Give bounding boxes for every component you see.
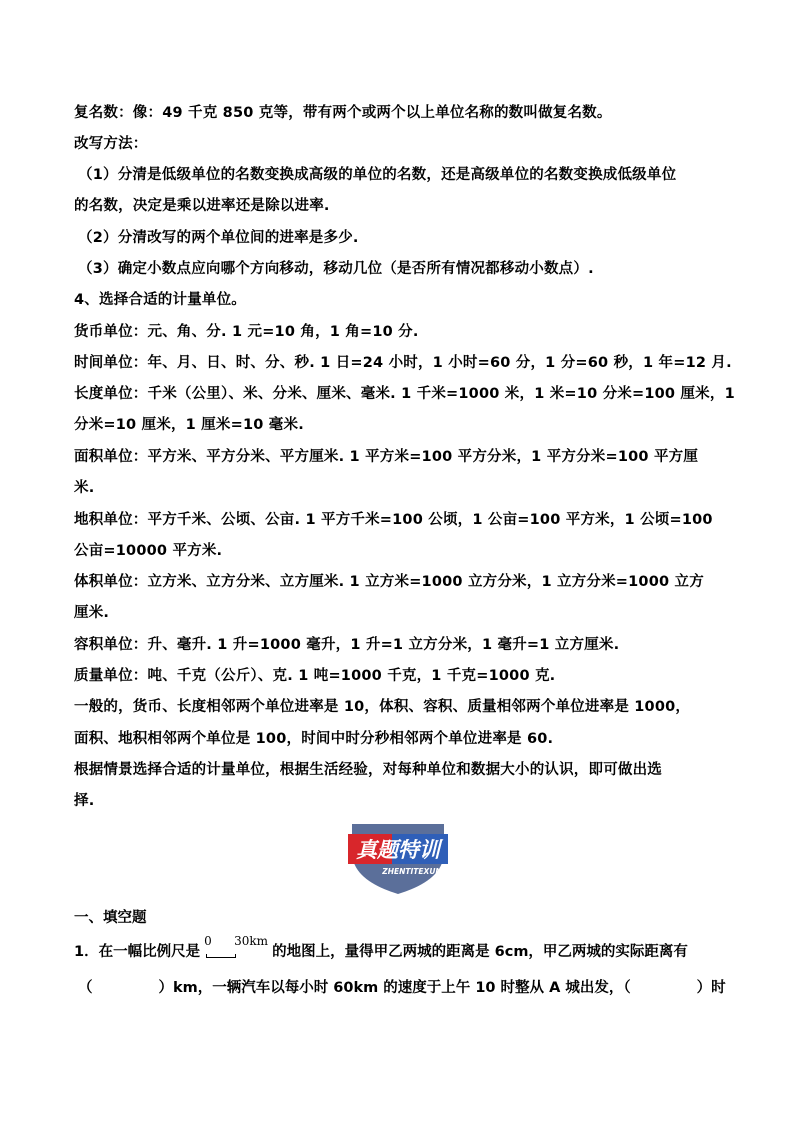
text-line: 货币单位：元、角、分. 1 元=10 角，1 角=10 分. (74, 324, 419, 340)
question-1-line-2 (78, 976, 726, 997)
text-line: 改写方法： (74, 136, 148, 152)
text-line: 的名数，决定是乘以进率还是除以进率. (74, 198, 330, 214)
logo-graphic (346, 822, 450, 896)
text-line: 复名数：像：49 千克 850 克等，带有两个或两个以上单位名称的数叫做复名数。 (74, 105, 612, 121)
scale-zero: 0 (204, 934, 212, 948)
text-line: 时间单位：年、月、日、时、分、秒. 1 日=24 小时，1 小时=60 分，1 分=60 秒，1 年=12 月. (74, 355, 732, 371)
text-line: 根据情景选择合适的计量单位，根据生活经验，对每种单位和数据大小的认识，即可做出选 (74, 762, 662, 778)
text-line: 米. (74, 480, 95, 496)
text-line: （3）确定小数点应向哪个方向移动，移动几位（是否所有情况都移动小数点）. (78, 261, 594, 277)
logo-main-text: 真题特训 (356, 838, 440, 862)
text-line: 一般的，货币、长度相邻两个单位进率是 10，体积、容积、质量相邻两个单位进率是 1000， (74, 699, 691, 715)
paren-open: （ (78, 980, 93, 996)
text-line: （2）分清改写的两个单位间的进率是多少. (78, 230, 359, 246)
text-line: 质量单位：吨、千克（公斤）、克. 1 吨=1000 千克，1 千克=1000 克. (74, 668, 556, 684)
scale-bar (206, 954, 236, 958)
text-line: 分米=10 厘米，1 厘米=10 毫米. (74, 417, 304, 433)
scale-bar-figure (202, 934, 270, 960)
question-1-line-1 (74, 934, 688, 961)
question-text: ）时 (696, 980, 726, 996)
question-text: 的地图上，量得甲乙两城的距离是 6cm，甲乙两城的实际距离有 (272, 944, 688, 960)
section-title: 一、填空题 (74, 910, 147, 926)
text-line: 择. (74, 793, 95, 809)
question-text: 1．在一幅比例尺是 (74, 944, 201, 960)
text-line: 面积、地积相邻两个单位是 100，时间中时分秒相邻两个单位进率是 60. (74, 731, 554, 747)
text-line: 厘米. (74, 605, 110, 621)
zhentitexun-logo (346, 822, 450, 896)
text-line: 公亩=10000 平方米. (74, 543, 223, 559)
text-line: 体积单位：立方米、立方分米、立方厘米. 1 立方米=1000 立方分米，1 立方分米=1000 立方 (74, 574, 704, 590)
scale-label: 30km (234, 934, 269, 948)
text-line: 长度单位：千米（公里）、米、分米、厘米、毫米. 1 千米=1000 米，1 米=10 分米=100 厘米，1 (74, 386, 735, 402)
question-text: ）km，一辆汽车以每小时 60km 的速度于上午 10 时整从 A 城出发，（ (158, 980, 631, 996)
text-line: 面积单位：平方米、平方分米、平方厘米. 1 平方米=100 平方分米，1 平方分米=100 平方厘 (74, 449, 699, 465)
text-line: 地积单位：平方千米、公顷、公亩. 1 平方千米=100 公顷，1 公亩=100 平方米，1 公顷=100 (74, 512, 713, 528)
text-line: 容积单位：升、毫升. 1 升=1000 毫升，1 升=1 立方分米，1 毫升=1 立方厘米. (74, 637, 620, 653)
text-line: （1）分清是低级单位的名数变换成高级的单位的名数，还是高级单位的名数变换成低级单位 (78, 167, 677, 183)
text-line: 4、选择合适的计量单位。 (74, 292, 246, 308)
logo-sub-text: ZHENTITEXUN (382, 867, 442, 876)
